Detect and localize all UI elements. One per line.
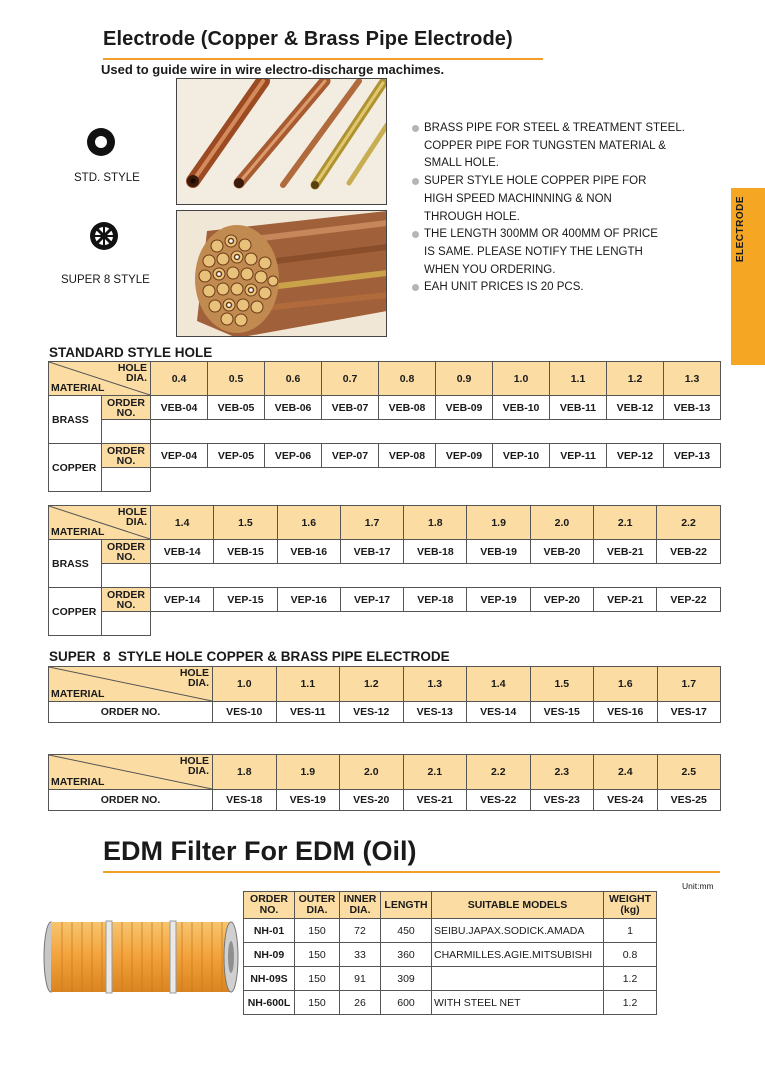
super8-table-2 (48, 754, 721, 811)
order-no-label: ORDER NO. (49, 790, 213, 811)
order-cell: VEP-11 (550, 444, 607, 468)
dia-cell: 1.7 (657, 667, 721, 702)
edm-filter-photo (42, 914, 242, 1000)
models-cell: WITH STEEL NET (432, 991, 604, 1015)
outer-cell: 150 (295, 919, 340, 943)
section-tab-label: ELECTRODE (735, 196, 746, 263)
hole-label: HOLE (179, 667, 209, 679)
dia-cell: 1.8 (404, 506, 467, 540)
length-cell: 600 (381, 991, 432, 1015)
order-cell: VEP-08 (379, 444, 436, 468)
order-no-label: ORDER NO. (102, 396, 151, 420)
dia-cell: 2.1 (403, 755, 467, 790)
col-length: LENGTH (381, 892, 432, 919)
dia-label: DIA. (188, 765, 209, 777)
order-cell: VES-11 (276, 702, 340, 723)
standard-table-2 (48, 505, 721, 636)
order-cell: VEB-07 (322, 396, 379, 420)
weight-cell: 1.2 (604, 991, 657, 1015)
dia-cell: 0.9 (436, 362, 493, 396)
dia-cell: 1.0 (493, 362, 550, 396)
order-no-label: ORDER NO. (102, 540, 151, 564)
weight-cell: 0.8 (604, 943, 657, 967)
order-cell: VES-23 (530, 790, 594, 811)
dia-cell: 1.2 (607, 362, 664, 396)
dia-cell: 1.5 (214, 506, 277, 540)
page-title: Electrode (Copper & Brass Pipe Electrode) (103, 28, 513, 50)
col-outer-dia: OUTER DIA. (295, 892, 340, 919)
title-underline (103, 58, 543, 60)
order-no-label: ORDER NO. (49, 702, 213, 723)
order-cell: VEB-14 (151, 540, 214, 564)
dia-label: DIA. (126, 372, 147, 384)
material-label: MATERIAL (51, 526, 105, 538)
feature-item: SUPER STYLE HOLE COPPER PIPE FOR HIGH SPEED MACHINNING & NON THROUGH HOLE. (412, 173, 732, 226)
dia-cell: 1.9 (276, 755, 340, 790)
order-cell: VES-10 (213, 702, 277, 723)
material-label: MATERIAL (51, 776, 105, 788)
order-cell: VEB-15 (214, 540, 277, 564)
length-cell: 309 (381, 967, 432, 991)
order-cell: VEP-10 (493, 444, 550, 468)
dia-cell: 0.5 (208, 362, 265, 396)
feature-item: BRASS PIPE FOR STEEL & TREATMENT STEEL. COPPER PIPE FOR TUNGSTEN MATERIAL & SMALL HOLE. (412, 120, 732, 173)
dia-cell: 1.4 (467, 667, 531, 702)
outer-cell: 150 (295, 991, 340, 1015)
table-row (244, 967, 657, 991)
feature-item: THE LENGTH 300MM OR 400MM OF PRICE IS SAME. PLEASE NOTIFY THE LENGTH WHEN YOU ORDERING. (412, 226, 732, 279)
standard-section-title: STANDARD STYLE HOLE (49, 345, 213, 360)
dia-cell: 1.4 (151, 506, 214, 540)
order-cell: VEP-09 (436, 444, 493, 468)
models-cell: SEIBU.JAPAX.SODICK.AMADA (432, 919, 604, 943)
order-cell: NH-600L (244, 991, 295, 1015)
order-cell: VEB-22 (657, 540, 720, 564)
brass-label: BRASS (49, 540, 102, 588)
order-cell: NH-09S (244, 967, 295, 991)
col-suitable-models: SUITABLE MODELS (432, 892, 604, 919)
dia-label: DIA. (188, 677, 209, 689)
dia-cell: 1.6 (594, 667, 658, 702)
order-cell: VEB-06 (265, 396, 322, 420)
pipe-bundle-photo (176, 210, 387, 337)
table-row (244, 991, 657, 1015)
order-cell: VEB-16 (277, 540, 340, 564)
unit-label: Unit:mm (682, 881, 714, 891)
order-cell: VEP-21 (594, 588, 657, 612)
material-label: MATERIAL (51, 688, 105, 700)
order-cell: VEB-20 (530, 540, 593, 564)
order-cell: VES-15 (530, 702, 594, 723)
inner-cell: 91 (340, 967, 381, 991)
super8-section-title: SUPER 8 STYLE HOLE COPPER & BRASS PIPE ELECTRODE (49, 649, 450, 664)
order-cell: VEB-09 (436, 396, 493, 420)
dia-cell: 2.0 (530, 506, 593, 540)
table-corner-header (49, 755, 213, 790)
table-corner-header (49, 667, 213, 702)
order-cell: VEP-06 (265, 444, 322, 468)
order-cell: VEP-07 (322, 444, 379, 468)
order-cell: VES-12 (340, 702, 404, 723)
order-cell: VES-20 (340, 790, 404, 811)
order-cell: VEB-19 (467, 540, 530, 564)
dia-cell: 1.3 (403, 667, 467, 702)
weight-cell: 1 (604, 919, 657, 943)
order-no-label: ORDER NO. (102, 588, 151, 612)
order-cell: VEB-12 (607, 396, 664, 420)
pipe-electrode-photo (176, 78, 387, 205)
dia-cell: 1.1 (276, 667, 340, 702)
order-cell: VEB-10 (493, 396, 550, 420)
feature-item: EAH UNIT PRICES IS 20 PCS. (412, 279, 732, 297)
order-cell: VEP-04 (151, 444, 208, 468)
length-cell: 360 (381, 943, 432, 967)
order-cell: VES-14 (467, 702, 531, 723)
dia-cell: 1.5 (530, 667, 594, 702)
order-cell: VES-22 (467, 790, 531, 811)
dia-cell: 2.2 (467, 755, 531, 790)
std-style-hole-icon (84, 125, 118, 159)
order-cell: VEP-15 (214, 588, 277, 612)
order-cell: VEB-21 (594, 540, 657, 564)
order-cell: VES-19 (276, 790, 340, 811)
order-cell: VES-16 (594, 702, 658, 723)
order-cell: VEP-05 (208, 444, 265, 468)
page-subtitle: Used to guide wire in wire electro-discharge machimes. (101, 62, 445, 77)
order-no-label: ORDER NO. (102, 444, 151, 468)
order-cell: VEP-20 (530, 588, 593, 612)
order-cell: VES-18 (213, 790, 277, 811)
dia-cell: 2.4 (594, 755, 658, 790)
dia-cell: 2.5 (657, 755, 721, 790)
dia-cell: 1.6 (277, 506, 340, 540)
dia-cell: 1.1 (550, 362, 607, 396)
feature-list (412, 120, 732, 297)
order-cell: VES-25 (657, 790, 721, 811)
order-cell: VEB-11 (550, 396, 607, 420)
copper-label: COPPER (49, 444, 102, 492)
order-cell: VEB-08 (379, 396, 436, 420)
order-cell: VEP-14 (151, 588, 214, 612)
brass-label: BRASS (49, 396, 102, 444)
copper-label: COPPER (49, 588, 102, 636)
order-cell: VEB-04 (151, 396, 208, 420)
dia-cell: 0.7 (322, 362, 379, 396)
dia-cell: 2.2 (657, 506, 720, 540)
order-cell: VEP-22 (657, 588, 720, 612)
super8-table-1 (48, 666, 721, 723)
inner-cell: 33 (340, 943, 381, 967)
order-cell: VEB-05 (208, 396, 265, 420)
table-corner-header (49, 362, 151, 396)
table-row (244, 943, 657, 967)
order-cell: NH-01 (244, 919, 295, 943)
order-cell: VEP-19 (467, 588, 530, 612)
dia-cell: 0.6 (265, 362, 322, 396)
col-inner-dia: INNER DIA. (340, 892, 381, 919)
hole-label: HOLE (117, 362, 147, 374)
hole-label: HOLE (117, 506, 147, 518)
dia-cell: 1.3 (664, 362, 721, 396)
filter-section-title: EDM Filter For EDM (Oil) (103, 836, 417, 866)
order-cell: VEB-17 (340, 540, 403, 564)
dia-cell: 0.4 (151, 362, 208, 396)
super8-style-label: SUPER 8 STYLE (61, 274, 150, 286)
order-cell: VEB-13 (664, 396, 721, 420)
filter-title-underline (103, 871, 720, 873)
std-style-label: STD. STYLE (74, 172, 140, 184)
dia-cell: 1.9 (467, 506, 530, 540)
outer-cell: 150 (295, 943, 340, 967)
order-cell: VEP-13 (664, 444, 721, 468)
dia-label: DIA. (126, 516, 147, 528)
models-cell: CHARMILLES.AGIE.MITSUBISHI (432, 943, 604, 967)
col-order-no: ORDER NO. (244, 892, 295, 919)
material-label: MATERIAL (51, 382, 105, 394)
outer-cell: 150 (295, 967, 340, 991)
inner-cell: 72 (340, 919, 381, 943)
dia-cell: 1.0 (213, 667, 277, 702)
weight-cell: 1.2 (604, 967, 657, 991)
super8-style-hole-icon (88, 220, 120, 252)
order-cell: VES-21 (403, 790, 467, 811)
filter-table (243, 891, 657, 1015)
table-corner-header (49, 506, 151, 540)
hole-label: HOLE (179, 755, 209, 767)
order-cell: VEP-18 (404, 588, 467, 612)
order-cell: VEB-18 (404, 540, 467, 564)
inner-cell: 26 (340, 991, 381, 1015)
length-cell: 450 (381, 919, 432, 943)
dia-cell: 0.8 (379, 362, 436, 396)
order-cell: VES-17 (657, 702, 721, 723)
dia-cell: 2.0 (340, 755, 404, 790)
order-cell: VEP-17 (340, 588, 403, 612)
dia-cell: 1.7 (340, 506, 403, 540)
order-cell: VEP-12 (607, 444, 664, 468)
models-cell (432, 967, 604, 991)
standard-table-1 (48, 361, 721, 492)
order-cell: VES-24 (594, 790, 658, 811)
dia-cell: 1.8 (213, 755, 277, 790)
dia-cell: 2.3 (530, 755, 594, 790)
dia-cell: 1.2 (340, 667, 404, 702)
order-cell: VEP-16 (277, 588, 340, 612)
order-cell: VES-13 (403, 702, 467, 723)
table-row (244, 919, 657, 943)
col-weight: WEIGHT (kg) (604, 892, 657, 919)
section-tab (731, 188, 765, 365)
order-cell: NH-09 (244, 943, 295, 967)
dia-cell: 2.1 (594, 506, 657, 540)
